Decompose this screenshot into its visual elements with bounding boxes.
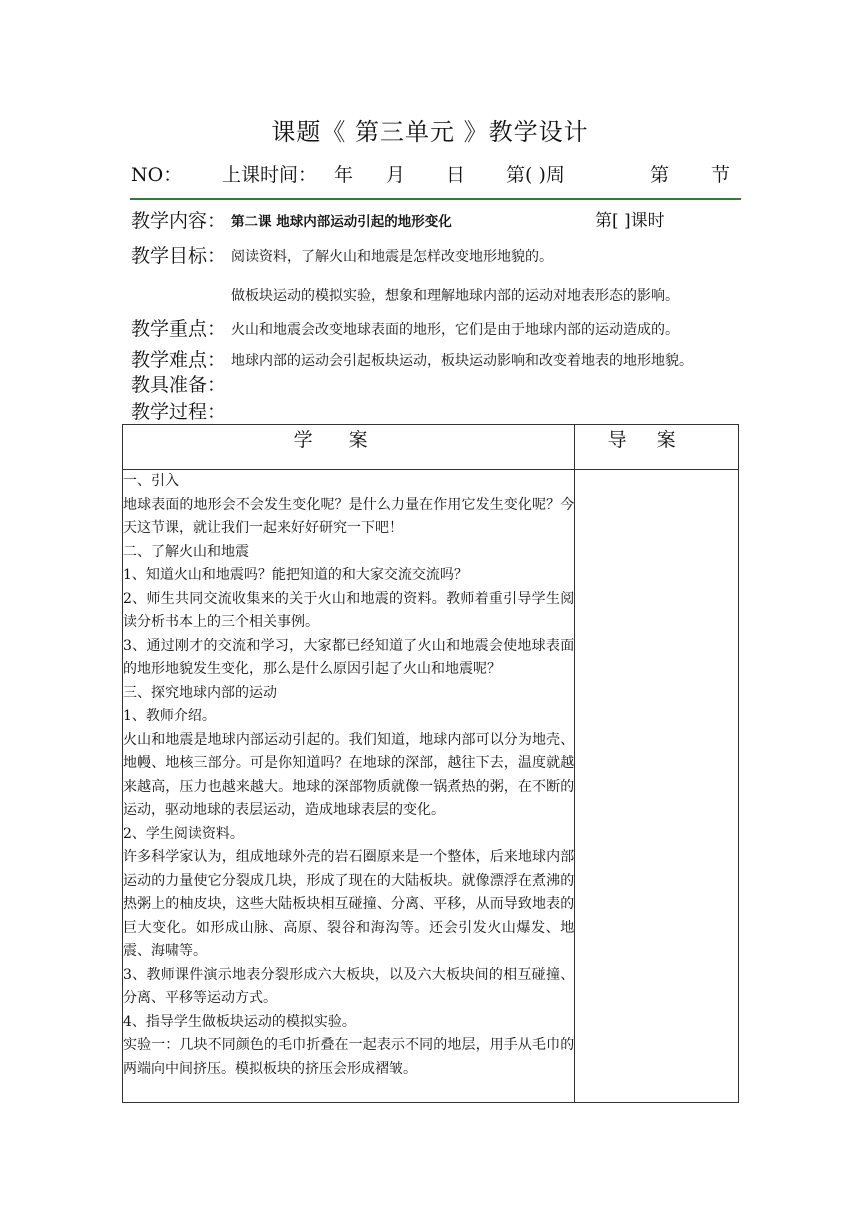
study-plan-line: 2、学生阅读资料。 [123,825,244,842]
page-title: 课题《 第三单元 》教学设计 [271,118,589,146]
study-plan-header: 学案 [123,425,575,470]
study-plan-line: 3、教师课件演示地表分裂形成六大板块，以及六大板块间的相互碰撞、分离、平移等运动方式。 [123,966,575,1006]
no-label: NO： [131,164,183,186]
study-plan-line: 3、通过刚才的交流和学习，大家都已经知道了火山和地震会使地球表面的地形地貌发生变化，那么是什么原因引起了火山和地震呢？ [123,637,575,677]
study-plan-line: 1、教师介绍。 [123,708,216,724]
study-plan-line: 2、师生共同交流收集来的关于火山和地震的资料。教师着重引导学生阅读分析书本上的三个相关事例。 [123,590,575,630]
day-label: 日 [446,164,466,186]
guide-plan-header: 导案 [575,425,739,470]
tools-label: 教具准备： [131,374,227,396]
period-label: 第[ ]课时 [595,211,665,231]
content-label: 教学内容： [131,210,227,232]
study-plan-line: 火山和地震是地球内部运动引起的。我们知道，地球内部可以分为地壳、地幔、地核三部分。可是你知道吗？在地球的深部，越往下去，温度就越来越高，压力也越来越大。地球的深部物质就像一锅煮热的粥，在不断的运动，驱动地球的表层运动，造成地球表层的变化。 [123,731,575,818]
study-plan-line: 二、了解火山和地震 [123,543,249,560]
week-label: 第( )周 [506,164,565,186]
objectives-line-1: 阅读资料，了解火山和地震是怎样改变地形地貌的。 [231,249,553,265]
objectives-line-2: 做板块运动的模拟实验，想象和理解地球内部的运动对地表形态的影响。 [231,288,679,304]
guide-plan-cell [575,470,739,1103]
section-di-label: 第 [650,164,670,186]
study-plan-line: 一、引入 [123,473,179,489]
study-plan-line: 4、指导学生做板块运动的模拟实验。 [123,1013,356,1030]
study-plan-line: 实验一：几块不同颜色的毛巾折叠在一起表示不同的地层，用手从毛巾的两端向中间挤压。模拟板块的挤压会形成褶皱。 [123,1037,575,1077]
table-header-row [123,425,739,470]
study-plan-line: 地球表面的地形会不会发生变化呢？是什么力量在作用它发生变化呢？今天这节课，就让我们一起来好好研究一下吧！ [123,496,575,536]
class-time-label: 上课时间： [222,164,318,186]
table-body-row [123,470,739,1103]
key-points-value: 火山和地震会改变地球表面的地形，它们是由于地球内部的运动造成的。 [231,322,679,338]
study-plan-line: 1、知道火山和地震吗？能把知道的和大家交流交流吗？ [123,567,468,583]
study-plan-line: 许多科学家认为，组成地球外壳的岩石圈原来是一个整体，后来地球内部运动的力量使它分裂成几块，形成了现在的大陆板块。就像漂浮在煮沸的热粥上的柚皮块，这些大陆板块相互碰撞、分离、平移，从而导致地表的巨大变化。如形成山脉、高原、裂谷和海沟等。还会引发火山爆发、地震、海啸等。 [123,849,575,959]
objectives-label: 教学目标： [131,245,227,267]
month-label: 月 [386,164,406,186]
process-label: 教学过程： [131,401,227,423]
study-plan-cell [123,470,575,1103]
difficulties-label: 教学难点： [131,349,227,371]
section-jie-label: 节 [711,164,731,186]
lesson-table [122,424,739,1103]
study-plan-line: 三、探究地球内部的运动 [123,684,277,701]
header-divider [130,198,741,200]
year-label: 年 [334,164,354,186]
difficulties-value: 地球内部的运动会引起板块运动，板块运动影响和改变着地表的地形地貌。 [231,353,693,369]
content-value: 第二课 地球内部运动引起的地形变化 [231,214,452,230]
key-points-label: 教学重点： [131,318,227,340]
